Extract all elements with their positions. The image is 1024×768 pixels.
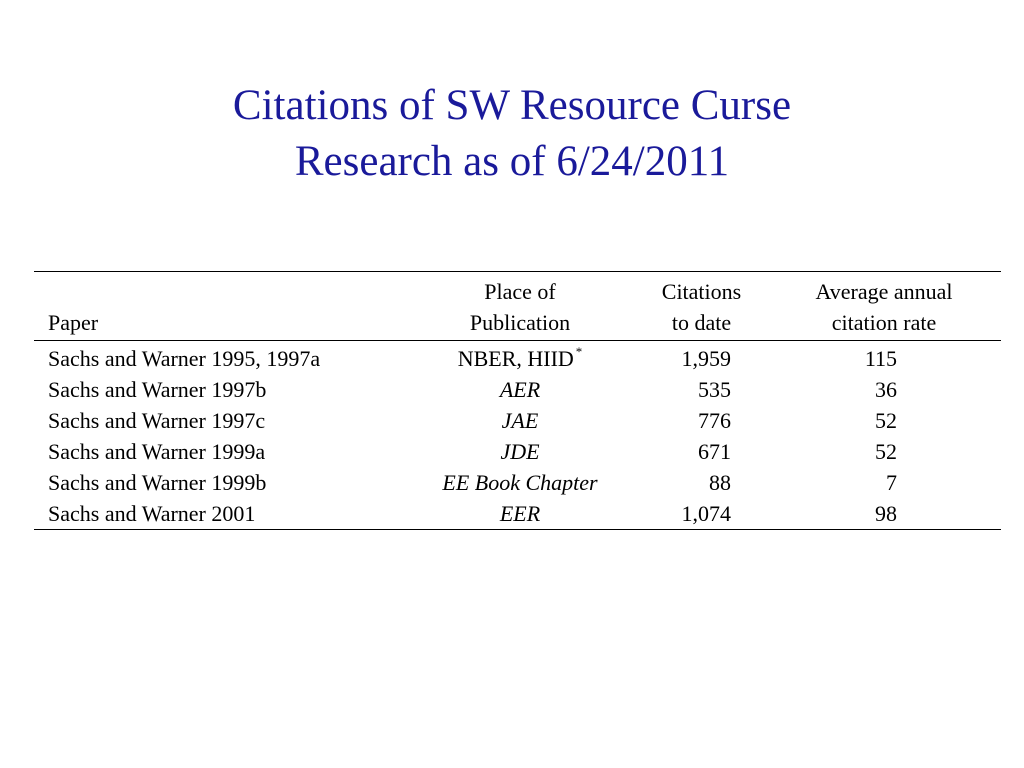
cell-rate: 36 xyxy=(875,377,897,402)
table-header xyxy=(34,272,1001,341)
cell-rate: 52 xyxy=(875,439,897,464)
header-rate: Average annual citation rate xyxy=(815,279,953,335)
table-row xyxy=(34,467,1001,498)
cell-paper: Sachs and Warner 1999b xyxy=(48,470,267,495)
cell-citations: 776 xyxy=(698,408,731,433)
cell-place: JDE xyxy=(500,439,540,464)
cell-citations: 1,959 xyxy=(681,346,731,371)
header-citations: Citations to date xyxy=(661,279,742,335)
cell-citations: 1,074 xyxy=(681,501,731,526)
cell-paper: Sachs and Warner 1995, 1997a xyxy=(48,346,321,371)
cell-place: EE Book Chapter xyxy=(442,470,598,495)
table-row xyxy=(34,498,1001,530)
slide-title-line-1: Citations of SW Resource Curse xyxy=(232,82,792,129)
cell-place: NBER, HIID * xyxy=(457,344,583,371)
cell-place: EER xyxy=(499,501,541,526)
citations-table xyxy=(34,271,1001,530)
cell-place: JAE xyxy=(501,408,539,433)
cell-paper: Sachs and Warner 1997b xyxy=(48,377,267,402)
header-place: Place of Publication xyxy=(469,279,571,335)
cell-place: AER xyxy=(499,377,541,402)
table-body xyxy=(34,341,1001,530)
cell-paper: Sachs and Warner 1999a xyxy=(48,439,266,464)
cell-citations: 88 xyxy=(709,470,731,495)
cell-citations: 535 xyxy=(698,377,731,402)
cell-paper: Sachs and Warner 1997c xyxy=(48,408,266,433)
footnote-marker: * xyxy=(575,344,583,359)
header-paper: Paper xyxy=(48,310,99,335)
cell-rate: 98 xyxy=(875,501,897,526)
header-row xyxy=(34,272,1001,341)
table-row xyxy=(34,374,1001,405)
slide-title xyxy=(0,78,1024,190)
cell-citations: 671 xyxy=(698,439,731,464)
cell-rate: 7 xyxy=(886,470,897,495)
cell-rate: 115 xyxy=(864,346,897,371)
table-row xyxy=(34,436,1001,467)
table-row xyxy=(34,405,1001,436)
cell-paper: Sachs and Warner 2001 xyxy=(48,501,256,526)
citations-table-container xyxy=(34,271,1001,530)
table-row xyxy=(34,341,1001,375)
cell-rate: 52 xyxy=(875,408,897,433)
slide-title-line-2: Research as of 6/24/2011 xyxy=(294,138,730,185)
